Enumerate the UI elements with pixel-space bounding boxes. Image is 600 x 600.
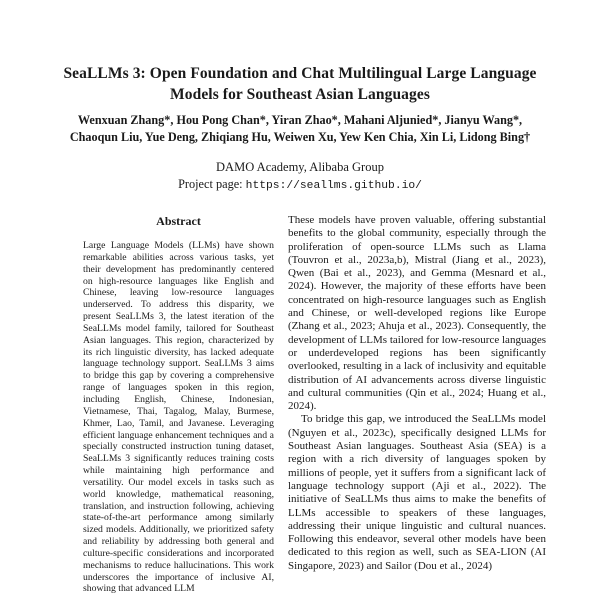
paper-title (55, 63, 545, 105)
abstract-heading: Abstract (156, 214, 201, 228)
affiliation: DAMO Academy, Alibaba Group (216, 160, 384, 174)
project-page-url[interactable]: https://seallms.github.io/ (245, 180, 422, 192)
intro-column (288, 214, 546, 573)
intro-paragraph-1: These models have proven valuable, offering substantial benefits to the global community, especially through the proliferation of open-source LLMs such as Llama (Touvron et al., 2023a,b), Mistral (Jiang et al., 2023), Qwen (Bai et al., 2023), and Gemma (Mesnard et al., 2024). However, the majority of these efforts have been concentrated on high-resource languages such as English and Chinese, or well-developed regions like Europe (Zhang et al., 2023; Ahuja et al., 2023). Consequently, the development of LLMs tailored for low-resource languages or underdeveloped regions has been significantly overlooked, resulting in a lack of inclusivity and equitable distribution of AI advancements across diverse linguistic and cultural communities (Qin et al., 2024; Huang et al., 2024). (288, 214, 546, 413)
paper-title-line-2: Models for Southeast Asian Languages (170, 86, 430, 103)
abstract-section (83, 214, 274, 595)
paper-title-line-1: SeaLLMs 3: Open Foundation and Chat Multilingual Large Language (63, 65, 537, 82)
author-list (40, 112, 560, 146)
abstract-text: Large Language Models (LLMs) have shown remarkable abilities across various tasks, yet their development has predominantly centered on high-resource languages like English and Chinese, leaving low-resource languages underserved. To address this disparity, we present SeaLLMs 3, the latest iteration of the SeaLLMs model family, tailored for Southeast Asian languages. This region, characterized by its rich linguistic diversity, has lacked adequate language technology support. SeaLLMs 3 aims to bridge this gap by covering a comprehensive range of languages spoken in this region, including English, Chinese, Indonesian, Vietnamese, Thai, Tagalog, Malay, Burmese, Khmer, Lao, Tamil, and Javanese. Leveraging efficient language enhancement techniques and a specially constructed instruction tuning dataset, SeaLLMs 3 significantly reduces training costs while maintaining high performance and versatility. Our model excels in tasks such as world knowledge, mathematical reasoning, translation, and instruction following, achieving state-of-the-art performance among similarly sized models. Additionally, we prioritized safety and reliability by addressing both general and culture-specific considerations and incorporated mechanisms to reduce hallucinations. This work underscores the importance of inclusive AI, showing that advanced LLM (83, 240, 274, 595)
authors-line-1: Wenxuan Zhang*, Hou Pong Chan*, Yiran Zhao*, Mahani Aljunied*, Jianyu Wang*, (77, 113, 523, 127)
project-page-label: Project page: (178, 177, 246, 191)
project-page-line (100, 177, 500, 192)
authors-line-2: Chaoqun Liu, Yue Deng, Zhiqiang Hu, Weiwen Xu, Yew Ken Chia, Xin Li, Lidong Bing† (69, 130, 531, 144)
intro-paragraph-2: To bridge this gap, we introduced the SeaLLMs model (Nguyen et al., 2023c), specifically designed LLMs for Southeast Asian languages. Southeast Asia (SEA) is a region with a rich diversity of languages spoken by millions of people, yet it suffers from a significant lack of language technology support (Aji et al., 2022). The initiative of SeaLLMs thus aims to make the benefits of LLMs accessible to speakers of these languages, addressing their unique linguistic and cultural nuances. Following this endeavor, several other models have been dedicated to this region as well, such as SEA-LION (AI Singapore, 2023) and Sailor (Dou et al., 2024) (288, 413, 546, 572)
